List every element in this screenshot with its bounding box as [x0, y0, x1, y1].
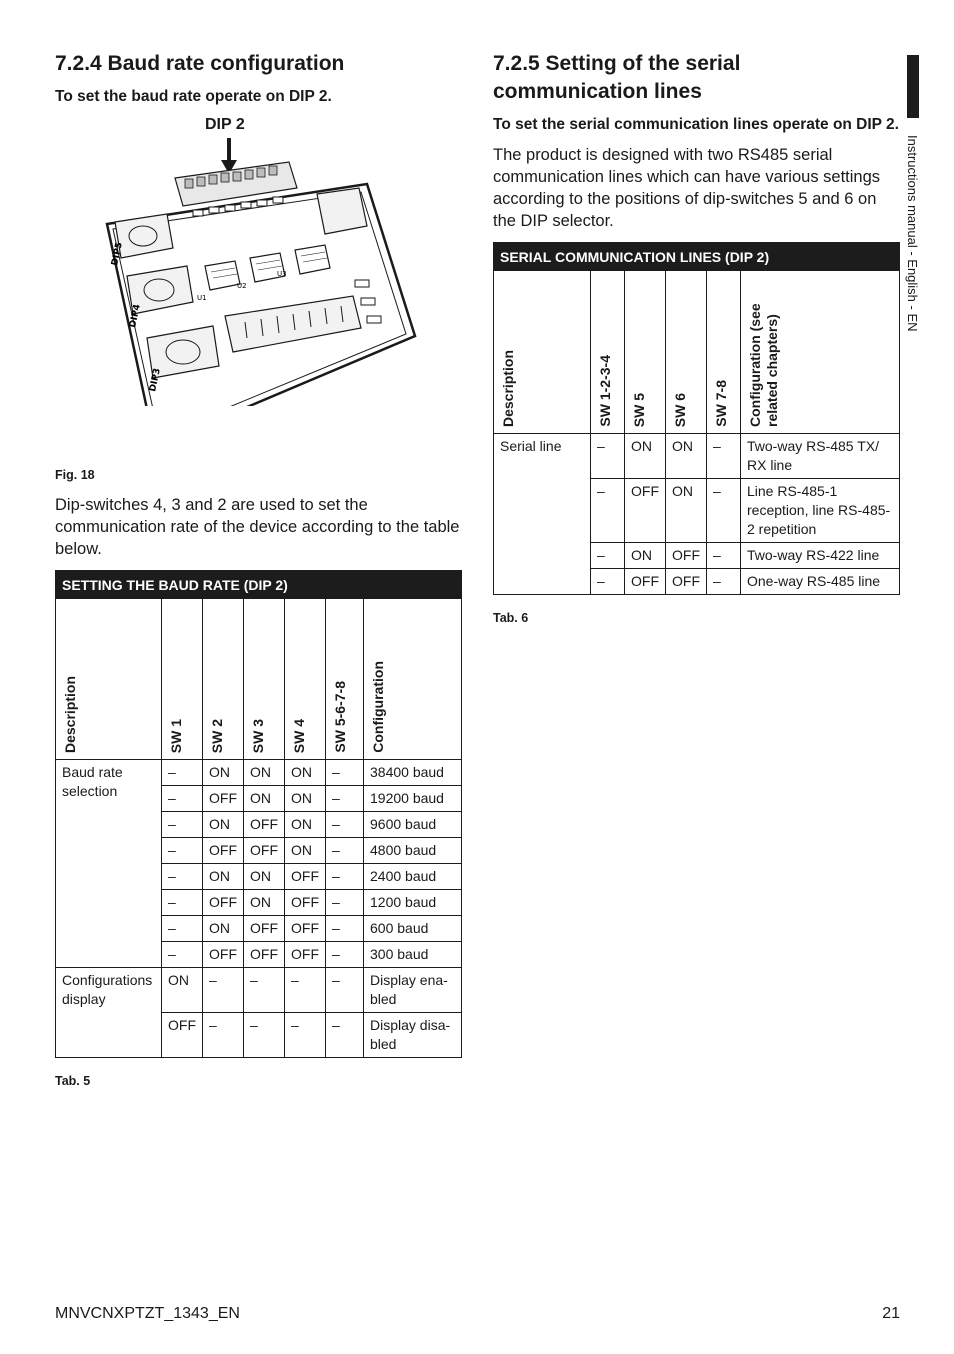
table-cell: OFF [285, 916, 326, 942]
table-cell: – [162, 812, 203, 838]
table-cell: Line RS-485-1 reception, line RS-485-2 repetition [741, 479, 900, 543]
table-cell: 300 baud [364, 942, 462, 968]
table-cell: ON [285, 812, 326, 838]
baud-rate-paragraph: Dip-switches 4, 3 and 2 are used to set the communication rate of the device according to the table below. [55, 496, 460, 558]
table-cell: One-way RS-485 line [741, 569, 900, 595]
table-cell: – [707, 479, 741, 543]
table-cell: – [162, 890, 203, 916]
table-cell: 2400 baud [364, 864, 462, 890]
table-cell: OFF [203, 838, 244, 864]
table-cell: 19200 baud [364, 786, 462, 812]
table-row [56, 968, 462, 1013]
table-cell: – [162, 864, 203, 890]
table-cell: – [203, 1013, 244, 1058]
table-cell: ON [666, 434, 707, 479]
serial-lines-paragraph: The product is designed with two RS485 serial communication lines which can have various settings according to the positions of dip-switches 5 and 6 on the DIP selector. [493, 146, 881, 230]
table-cell: ON [285, 838, 326, 864]
table-cell: – [591, 434, 625, 479]
footer-page-number: 21 [882, 1305, 900, 1322]
table-cell: – [326, 786, 364, 812]
table-cell: – [162, 916, 203, 942]
table-cell: ON [666, 479, 707, 543]
table-caption: Tab. 5 [55, 1074, 91, 1088]
serial-lines-table-title: SERIAL COMMUNICATION LINES (DIP 2) [494, 243, 900, 271]
right-column [493, 50, 900, 625]
table-cell: OFF [666, 569, 707, 595]
table-cell: ON [244, 786, 285, 812]
table-cell: OFF [666, 543, 707, 569]
table-cell: – [326, 968, 364, 1013]
table-cell: – [326, 916, 364, 942]
table-cell: ON [244, 890, 285, 916]
table-cell: – [326, 864, 364, 890]
table-cell: – [162, 786, 203, 812]
table-cell: ON [203, 760, 244, 786]
table-cell: ON [203, 864, 244, 890]
board-label-dip4: DIP4 [128, 303, 143, 329]
col-header: SW 5-6-7-8 [332, 681, 348, 753]
table-cell: – [326, 760, 364, 786]
table-row [494, 434, 900, 479]
board-label-u3: U3 [277, 270, 287, 278]
table-cell: – [326, 942, 364, 968]
table-cell: OFF [244, 942, 285, 968]
table-cell: – [326, 890, 364, 916]
table-cell: – [244, 968, 285, 1013]
section-heading-serial-lines: 7.2.5 Setting of the serial communication lines [493, 52, 741, 103]
figure-dip2-label: DIP 2 [205, 116, 245, 133]
col-header: SW 6 [672, 392, 688, 427]
table-cell: OFF [625, 479, 666, 543]
table-cell: – [244, 1013, 285, 1058]
table-cell: – [591, 479, 625, 543]
circuit-board-illustration [55, 116, 462, 406]
left-column [55, 50, 462, 1088]
table-cell: 1200 baud [364, 890, 462, 916]
baud-rate-table-title: SETTING THE BAUD RATE (DIP 2) [56, 571, 462, 599]
table-cell: ON [285, 786, 326, 812]
table-cell: – [326, 812, 364, 838]
col-header: SW 5 [631, 392, 647, 427]
table-cell: Display disa-bled [364, 1013, 462, 1058]
table-cell: Two-way RS-485 TX/ RX line [741, 434, 900, 479]
group-label-baud-rate: Baud rate selection [56, 760, 162, 968]
table-cell: – [591, 543, 625, 569]
table-cell: OFF [162, 1013, 203, 1058]
table-cell: ON [625, 434, 666, 479]
table-cell: – [162, 760, 203, 786]
col-header: SW 7-8 [713, 380, 729, 427]
table-cell: – [707, 434, 741, 479]
board-label-u2: U2 [237, 282, 247, 290]
col-header: Description [500, 349, 516, 427]
board-label-dip5: DIP5 [110, 241, 125, 267]
table-cell: ON [625, 543, 666, 569]
table-cell: OFF [285, 942, 326, 968]
table-cell: – [285, 1013, 326, 1058]
table-cell: – [162, 942, 203, 968]
serial-lines-table [493, 242, 900, 595]
table-cell: ON [162, 968, 203, 1013]
col-header: Configuration [370, 661, 386, 753]
col-header: SW 3 [250, 718, 266, 753]
table-row [56, 760, 462, 786]
col-header: Description [62, 675, 78, 753]
table-cell: – [707, 543, 741, 569]
col-header: SW 4 [291, 718, 307, 753]
board-label-dip3: DIP3 [148, 367, 163, 393]
table-cell: ON [203, 916, 244, 942]
side-running-title: Instructions manual - English - EN [905, 135, 920, 332]
table-cell: ON [244, 864, 285, 890]
table-cell: – [591, 569, 625, 595]
table-cell: ON [285, 760, 326, 786]
table-cell: OFF [625, 569, 666, 595]
board-label-u1: U1 [197, 294, 207, 302]
table-cell: 9600 baud [364, 812, 462, 838]
baud-rate-instruction: To set the baud rate operate on DIP 2. [55, 88, 332, 105]
table-cell: – [285, 968, 326, 1013]
table-cell: – [707, 569, 741, 595]
table-cell: Two-way RS-422 line [741, 543, 900, 569]
table-cell: – [326, 838, 364, 864]
serial-lines-instruction: To set the serial communication lines operate on DIP 2. [493, 116, 899, 133]
table-cell: ON [203, 812, 244, 838]
dip-board-figure [55, 116, 462, 406]
table-cell: OFF [244, 812, 285, 838]
table-cell: OFF [285, 864, 326, 890]
table-cell: ON [244, 760, 285, 786]
table-cell: – [203, 968, 244, 1013]
table-cell: 38400 baud [364, 760, 462, 786]
table-cell: – [162, 838, 203, 864]
figure-caption: Fig. 18 [55, 468, 95, 482]
col-header: SW 2 [209, 718, 225, 753]
table-cell: OFF [203, 942, 244, 968]
side-tab-marker [907, 55, 919, 118]
table-cell: OFF [244, 916, 285, 942]
footer-doc-code: MNVCNXPTZT_1343_EN [55, 1305, 240, 1322]
table-cell: 600 baud [364, 916, 462, 942]
col-header: Configuration (see related chapters) [747, 303, 780, 427]
table-cell: OFF [203, 786, 244, 812]
table-cell: OFF [203, 890, 244, 916]
section-heading-baud-rate: 7.2.4 Baud rate configuration [55, 52, 345, 75]
table-cell: Display ena-bled [364, 968, 462, 1013]
table-caption: Tab. 6 [493, 611, 529, 625]
table-cell: – [326, 1013, 364, 1058]
group-label-serial-line: Serial line [494, 434, 591, 595]
group-label-configurations-display: Configurations display [56, 968, 162, 1058]
col-header: SW 1 [168, 718, 184, 753]
table-cell: OFF [285, 890, 326, 916]
table-cell: 4800 baud [364, 838, 462, 864]
baud-rate-table [55, 570, 462, 1058]
table-cell: OFF [244, 838, 285, 864]
col-header: SW 1-2-3-4 [597, 355, 613, 427]
